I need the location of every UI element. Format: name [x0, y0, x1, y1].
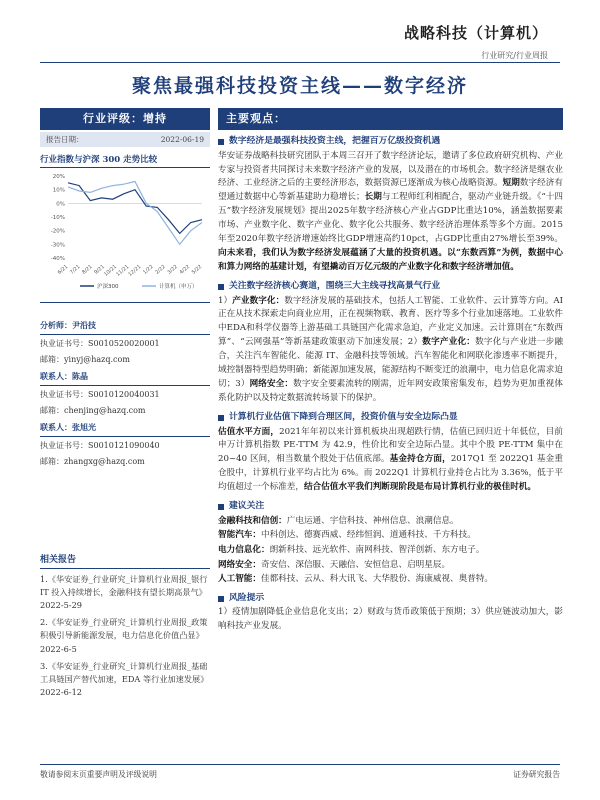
analyst-entry	[40, 419, 210, 470]
analyst-name: 张旭光	[72, 422, 96, 432]
footer-disclaimer[interactable]: 敬请参阅末页重要声明及评级说明	[40, 770, 157, 779]
related-divider	[40, 568, 210, 569]
y-tick-label: 20%	[52, 174, 65, 180]
index-comparison-chart	[40, 170, 210, 298]
x-tick-label: 11/21	[115, 263, 131, 278]
y-tick-label: 10%	[52, 187, 65, 194]
related-report-item[interactable]: 2.《华安证券_行业研究_计算机行业周报_政策积极引导新能源发展，电力信息化价值凸显》2022-6-5	[40, 617, 208, 654]
y-tick-label: -30%	[50, 242, 65, 249]
bold-run: 数字产业化：	[422, 337, 476, 348]
section-paragraph	[218, 150, 563, 275]
email-link[interactable]: yinyj@hazq.com	[64, 355, 130, 364]
related-report-item[interactable]: 3.《华安证券_行业研究_计算机行业周报_基础工具链国产替代加速，EDA 等行业加速发展》2022-6-12	[40, 660, 209, 697]
main-content	[218, 108, 563, 634]
y-tick-label: -10%	[50, 215, 65, 221]
text-run: 2017Q1 至 2022Q1 基金重仓股中，计算机行业平均占比为 6%。而 2022Q1 计算机行业持仓占比为 3.36%，低于平均值超过一个标准差，	[218, 454, 563, 493]
rec-stocks: 奇安信、深信服、天融信、安恒信息、启明星辰。	[260, 559, 451, 570]
analyst-role: 联系人：	[40, 422, 72, 432]
rec-sector: 智能汽车：	[218, 530, 261, 541]
bullet-square-icon	[218, 415, 224, 421]
legend-label: 计算机（申万）	[159, 284, 198, 290]
report-header-subtitle: 行业研究/行业周报	[481, 51, 548, 60]
x-tick-label: 9/21	[93, 263, 106, 276]
analyst-block	[40, 317, 210, 470]
rec-stocks: 朗新科技、远光软件、南网科技、智洋创新、东方电子。	[269, 545, 485, 555]
bold-run: 估值水平方面，	[218, 426, 280, 437]
sidebar	[40, 108, 210, 699]
x-tick-label: 7/21	[69, 263, 82, 276]
license-number: S0010121090040	[88, 441, 160, 450]
analyst-entry	[40, 368, 210, 419]
license-number: S0010120040031	[88, 390, 160, 399]
divider	[40, 334, 210, 335]
bullet-square-icon	[218, 596, 224, 602]
rec-sector: 人工智能：	[218, 574, 261, 585]
bold-run: 网络安全：	[249, 379, 294, 390]
section-heading-text: 计算机行业估值下降到合理区间，投资价值与安全边际凸显	[229, 411, 458, 422]
analyst-role: 联系人：	[40, 371, 72, 381]
key-points-title: 主要观点：	[218, 108, 563, 130]
header-divider	[40, 62, 560, 63]
report-date-label: 报告日期：	[46, 135, 84, 144]
x-tick-label: 4/22	[178, 263, 192, 276]
chart-bottom-divider	[40, 302, 210, 303]
section-heading-text: 风险提示	[229, 592, 265, 603]
legend-label: 沪深300	[97, 284, 119, 290]
recommendation-item	[218, 514, 563, 529]
rec-sector: 电力信息化：	[218, 545, 270, 555]
section-heading	[218, 592, 563, 606]
section-heading-text: 建议关注	[229, 501, 265, 512]
text-run: 数字经济发展的基础技术，包括人工智能、工业软件、云计算等方向。AI 正在从技术探索走向商业应用，正在视频物联、教育、医疗等多个行业加速落地。工业软件中EDA和科学仪器等上游基础工具链国产化需求急迫，产业定义加速。云计算則在“东数西算”、“云网强基”等新基建政策驱动下加速发展；2）	[218, 295, 563, 348]
analyst-role: 分析师：	[40, 320, 72, 330]
x-tick-label: 3/22	[166, 263, 179, 276]
x-tick-label: 10/21	[103, 263, 119, 278]
email-link[interactable]: chenjing@hazq.com	[64, 406, 146, 415]
bullet-square-icon	[218, 504, 224, 510]
divider	[40, 385, 210, 386]
y-tick-label: 0%	[56, 201, 65, 208]
section-paragraph	[218, 295, 563, 406]
chart-svg	[40, 170, 210, 298]
related-report-item[interactable]: 1.《华安证券_行业研究_计算机行业周报_银行 IT 投入持续增长，金融科技有望长期高景气》2022-5-29	[40, 573, 208, 611]
rec-stocks: 佳都科技、云从、科大讯飞、大华股份、海康威视、奥普特。	[260, 574, 494, 585]
section-heading-text: 关注数字经济核心赛道，围绕三大主线寻找高景气行业	[229, 280, 441, 291]
footer-divider	[40, 764, 560, 765]
risk-paragraph: 1）疫情加剧降低企业信息化支出；2）财政与货币政策低于预期；3）供应链波动加大，影响科技产业发展。	[218, 607, 563, 632]
x-tick-label: 8/21	[81, 263, 94, 276]
report-header-title: 战略科技（计算机）	[403, 24, 548, 42]
rec-stocks: 广电运通、宇信科技、神州信息、浪潮信息。	[286, 515, 459, 526]
text-run: 数字经济有望通过数据中心等新基建助力稳增长；	[218, 178, 563, 203]
section-paragraph	[218, 426, 563, 496]
recommendation-item	[218, 572, 563, 587]
text-run: 1）	[218, 295, 233, 306]
bold-run: 长期	[364, 192, 382, 203]
y-tick-label: -20%	[50, 228, 65, 235]
email-link[interactable]: zhangxg@hazq.com	[64, 457, 145, 466]
divider	[40, 436, 210, 437]
x-tick-label: 5/22	[190, 263, 204, 276]
x-tick-label: 12/21	[127, 263, 143, 278]
license-label: 执业证书号：	[40, 339, 88, 348]
email-label: 邮箱：	[40, 355, 64, 364]
chart-heading-divider	[40, 167, 210, 168]
email-label: 邮箱：	[40, 457, 64, 466]
text-run: 与工程师红利相配合，驱动产业链升级。《“十四五”数字经济发展规划》提出2025年数字经济核心产业占GDP比重达10%，涵盖数据要素市场、产业数字化、数字产业化、数字化公共服务、数字经济治理体系等多个方面。2015年至2020年数字经济增速始终比GDP增速高约10pct，占GDP比重由27%增长至39%。	[218, 192, 563, 245]
recommendation-item	[218, 543, 563, 558]
license-label: 执业证书号：	[40, 441, 88, 450]
text-run: 数字化与产业进一步融合，关注汽车智能化、能源 IT、金融科技等领域。汽车智能化和网联化渗透率不断提升，域控制器特型趋势明确；新能源加速发展，能源结构不断变迁的浪潮中，电力信息化需求迫切；3）	[218, 337, 563, 390]
section-heading	[218, 500, 563, 514]
chart-heading: 行业指数与沪深 300 走势比较	[40, 155, 158, 165]
bold-run: 基金持仓方面，	[389, 454, 451, 465]
report-date-row	[40, 132, 210, 147]
bold-run: 短期	[502, 178, 520, 189]
footer-label: 证券研究报告	[513, 770, 560, 779]
rec-stocks: 中科创达、德赛西威、经纬恒润、道通科技、千方科技。	[260, 530, 476, 541]
rec-sector: 网络安全：	[218, 559, 261, 570]
series-line	[68, 183, 202, 234]
section-heading	[218, 411, 563, 425]
analyst-name: 陈晶	[72, 371, 88, 381]
report-date: 2022-06-19	[160, 135, 204, 144]
bold-run: 向未来看，我们认为数字经济发展蕴涵了大量的投资机遇。以“东数西算”为例，数据中心和算力网络的基建计划，有望撬动百万亿元级的产业数字化和数字经济增加值。	[218, 248, 563, 272]
analyst-name: 尹沿技	[72, 320, 96, 330]
text-run: 数字安全要素流转的刚需，近年网安政策密集发布，趋势为更加重视体系化防护以及特定数据流转场景下的保护。	[218, 379, 563, 403]
series-line	[68, 182, 202, 245]
recommendation-list	[218, 514, 563, 587]
analyst-entry	[40, 317, 210, 368]
section-heading-text: 数字经济是最强科技投资主线，把握百万亿级投资机遇	[229, 136, 441, 146]
bullet-square-icon	[218, 284, 224, 290]
section-heading	[218, 135, 563, 149]
report-main-title: 聚焦最强科技投资主线——数字经济	[131, 75, 468, 97]
bold-run: 产业数字化：	[232, 295, 285, 306]
industry-rating: 行业评级：增持	[40, 108, 210, 130]
y-tick-label: -40%	[50, 256, 65, 262]
email-label: 邮箱：	[40, 406, 64, 415]
bullet-square-icon	[218, 139, 224, 145]
license-number: S0010520020001	[88, 339, 160, 348]
related-reports	[40, 554, 210, 699]
bold-run: 结合估值水平我们判断现阶段是布局计算机行业的极佳时机。	[303, 482, 536, 493]
license-label: 执业证书号：	[40, 390, 88, 399]
x-tick-label: 6/21	[56, 263, 70, 276]
rec-sector: 金融科技和信创：	[218, 515, 287, 526]
related-reports-title: 相关报告	[40, 555, 77, 565]
x-tick-label: 2/22	[154, 263, 167, 276]
x-tick-label: 1/22	[142, 263, 155, 276]
section-heading	[218, 280, 563, 294]
text-run: 华安证券战略科技研究团队于本周三召开了数字经济论坛，邀请了多位政府研究机构、产业专家与投资者共同探讨未来数字经济产业的发展，以及潜在的市场机会。数字经济是继农业经济、工业经济之后的主要经济形态，数据资源已逐渐成为核心战略资源。	[218, 150, 563, 189]
text-run: 2021年年初以来计算机板块出现超跌行情，估值已回归近十年低位，目前申万计算机指数 PE-TTM 为 42.9，性价比和安全边际凸显。其中个股 PE-TTM 集中在 20~40 区间，相当数量个股处于估值底部。	[218, 426, 563, 465]
recommendation-item	[218, 528, 563, 543]
recommendation-item	[218, 558, 563, 573]
